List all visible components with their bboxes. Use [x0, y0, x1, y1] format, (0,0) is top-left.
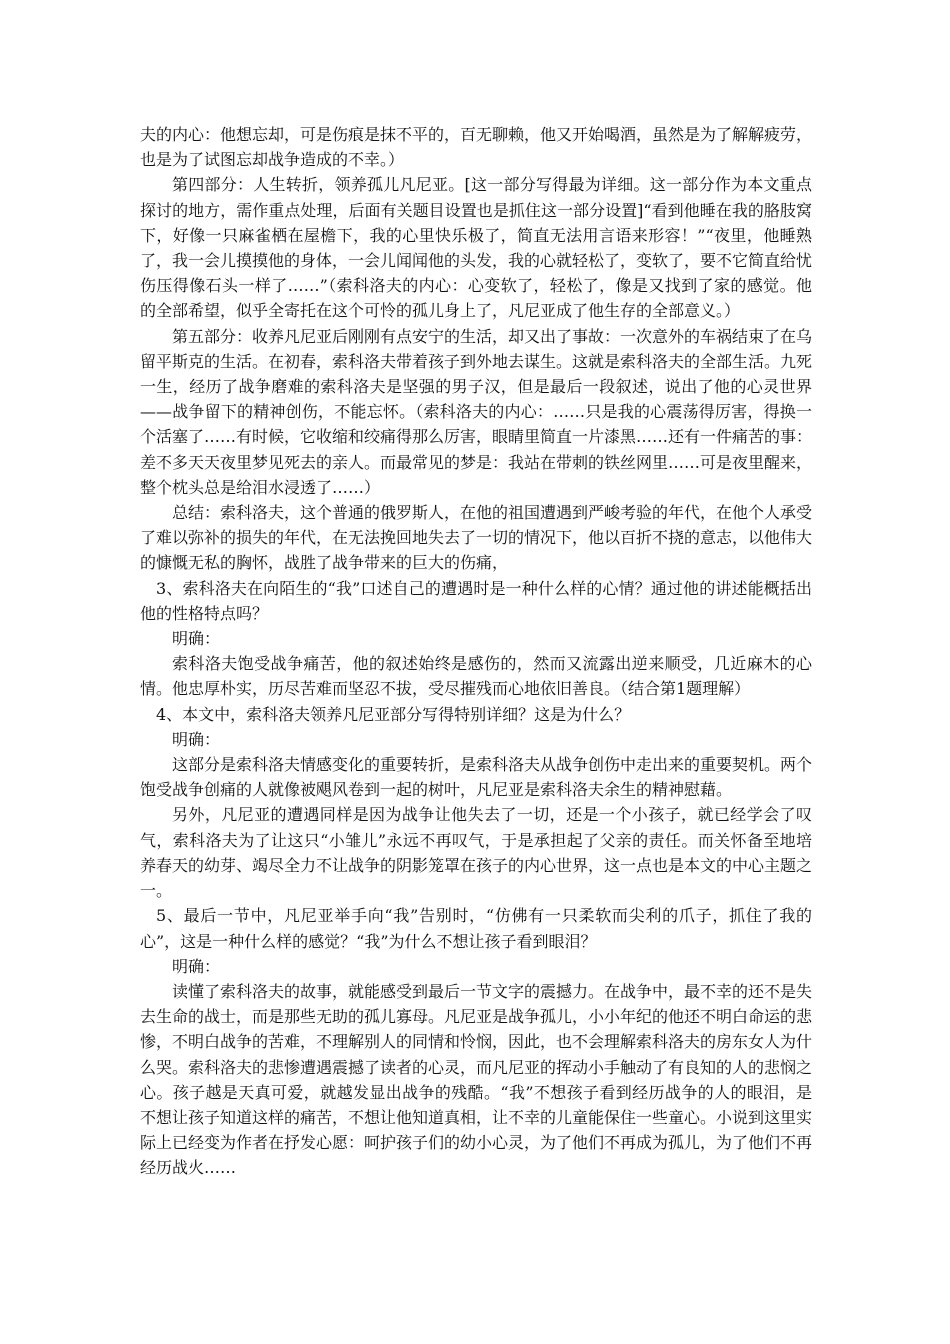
question-4: 4、本文中，索科洛夫领养凡尼亚部分写得特别详细？这是为什么？ — [156, 704, 631, 724]
answer-label-4: 明确： — [172, 729, 221, 749]
answer-4-part-2: 另外，凡尼亚的遭遇同样是因为战争让他失去了一切，还是一个小孩子，就已经学会了叹气，索科洛夫为了让这只“小雏儿”永远不再叹气，于是承担起了父亲的责任。而关怀备至地培养春天的幼芽、竭尽全力不让战争的阴影笼罩在孩子的内心世界，这一点也是本文的中心主题之一。 — [140, 805, 813, 901]
question-3: 3、索科洛夫在向陌生的“我”口述自己的遭遇时是一种什么样的心情？通过他的讲述能概括出他的性格特点吗？ — [140, 578, 812, 623]
document-page — [140, 122, 812, 1181]
question-5: 5、最后一节中，凡尼亚举手向“我”告别时，“仿佛有一只柔软而尖利的爪子，抓住了我的心”，这是一种什么样的感觉？“我”为什么不想让孩子看到眼泪？ — [140, 906, 812, 951]
paragraph-part-five: 第五部分：收养凡尼亚后刚刚有点安宁的生活，却又出了事故：一次意外的车祸结束了在乌留平斯克的生活。在初春，索科洛夫带着孩子到外地去谋生。这就是索科洛夫的全部生活。九死一生，经历了战争磨难的索科洛夫是坚强的男子汉，但是最后一段叙述，说出了他的心灵世界——战争留下的精神创伤，不能忘怀。（索科洛夫的内心：……只是我的心震荡得厉害，得换一个活塞了……有时候，它收缩和绞痛得那么厉害，眼睛里简直一片漆黑……还有一件痛苦的事：差不多天天夜里梦见死去的亲人。而最常见的梦是：我站在带刺的铁丝网里……可是夜里醒来，整个枕头总是给泪水浸透了……） — [140, 326, 813, 497]
paragraph-summary: 总结：索科洛夫，这个普通的俄罗斯人，在他的祖国遭遇到严峻考验的年代，在他个人承受了难以弥补的损失的年代，在无法挽回地失去了一切的情况下，他以百折不挠的意志，以他伟大的慷慨无私的胸怀，战胜了战争带来的巨大的伤痛， — [140, 503, 813, 573]
answer-4-part-1: 这部分是索科洛夫情感变化的重要转折，是索科洛夫从战争创伤中走出来的重要契机。两个饱受战争创痛的人就像被飓风卷到一起的树叶，凡尼亚是索科洛夫余生的精神慰藉。 — [140, 755, 813, 800]
answer-label-3: 明确： — [172, 629, 221, 649]
paragraph-part-four: 第四部分：人生转折，领养孤儿凡尼亚。[这一部分写得最为详细。这一部分作为本文重点探讨的地方，需作重点处理，后面有关题目设置也是抓住这一部分设置]“看到他睡在我的胳肢窝下，好像一只麻雀栖在屋檐下，我的心里快乐极了，简直无法用言语来形容！”“夜里，他睡熟了，我一会儿摸摸他的身体，一会儿闻闻他的头发，我的心就轻松了，变软了，要不它简直给忧伤压得像石头一样了……”（索科洛夫的内心：心变软了，轻松了，像是又找到了家的感觉。他的全部希望，似乎全寄托在这个可怜的孤儿身上了，凡尼亚成了他生存的全部意义。） — [140, 175, 813, 321]
paragraph-continuation: 夫的内心：他想忘却，可是伤痕是抹不平的，百无聊赖，他又开始喝酒，虽然是为了解解疲劳，也是为了试图忘却战争造成的不幸。） — [140, 125, 813, 170]
answer-3: 索科洛夫饱受战争痛苦，他的叙述始终是感伤的，然而又流露出逆来顺受，几近麻木的心情。他忠厚朴实，历尽苦难而坚忍不拔，受尽摧残而心地依旧善良。（结合第1题理解） — [140, 654, 812, 699]
answer-label-5: 明确： — [172, 956, 221, 976]
answer-5: 读懂了索科洛夫的故事，就能感受到最后一节文字的震撼力。在战争中，最不幸的还不是失去生命的战士，而是那些无助的孤儿寡母。凡尼亚是战争孤儿，小小年纪的他还不明白命运的悲惨，不明白战争的苦难，不理解别人的同情和怜悯，因此，也不会理解索科洛夫的房东女人为什么哭。索科洛夫的悲惨遭遇震撼了读者的心灵，而凡尼亚的挥动小手触动了有良知的人的悲悯之心。孩子越是天真可爱，就越发显出战争的残酷。“我”不想孩子看到经历战争的人的眼泪，是不想让孩子知道这样的痛苦，不想让他知道真相，让不幸的儿童能保住一些童心。小说到这里实际上已经变为作者在抒发心愿：呵护孩子们的幼小心灵，为了他们不再成为孤儿，为了他们不再经历战火…… — [140, 981, 813, 1178]
